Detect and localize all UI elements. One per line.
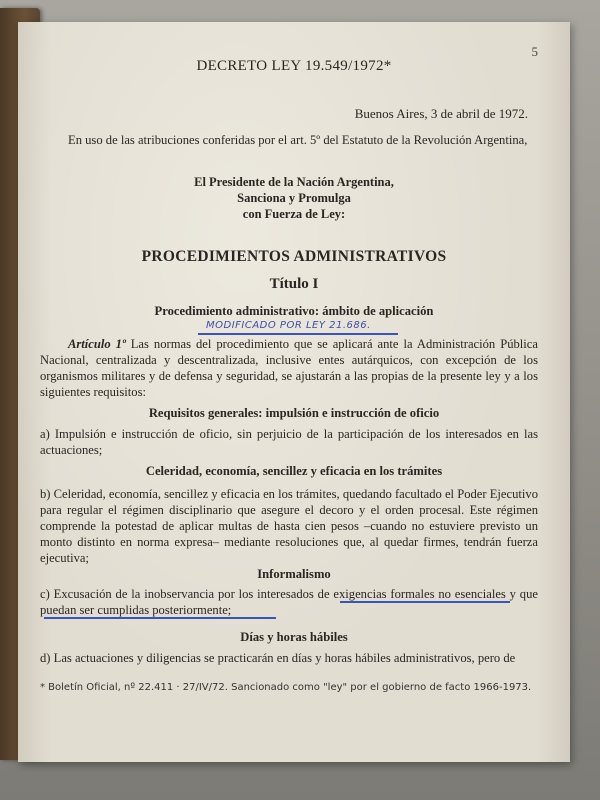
authority-block <box>18 174 570 222</box>
pen-underline-2 <box>44 617 276 619</box>
requirements-heading: Requisitos generales: impulsión e instrucción de oficio <box>148 406 440 420</box>
main-heading: PROCEDIMIENTOS ADMINISTRATIVOS <box>141 248 447 265</box>
decree-title: DECRETO LEY 19.549/1972* <box>196 58 392 74</box>
section-heading: Procedimiento administrativo: ámbito de aplicación <box>154 304 434 318</box>
article-1-paragraph <box>40 336 538 400</box>
handwritten-annotation: MODIFICADO POR LEY 21.686. <box>206 320 371 331</box>
article-text: Las normas del procedimiento que se aplicará ante la Administración Pública Nacional, centralizada y descentralizada, inclusive entes autárquicos, con excepción de los organismos militares y de defensa y seguridad, se ajustarán a las propias de la presente ley y a los siguientes requisitos: <box>40 337 538 399</box>
footnote: * Boletín Oficial, nº 22.411 · 27/IV/72. Sancionado como "ley" por el gobierno de facto 1966-1973. <box>40 682 532 693</box>
celeridad-heading: Celeridad, economía, sencillez y eficacia en los trámites <box>145 464 443 478</box>
item-b-paragraph: b) Celeridad, economía, sencillez y eficacia en los trámites, quedando facultado el Poder Ejecutivo para regular el régimen disciplinario que asegure el decoro y el orden procesal. Este régimen comprende la potestad de aplicar multas de hasta cien pesos –cuando no estuviere previsto un monto distinto en norma expresa– mediante resoluciones que, al quedar firmes, tendrán fuerza ejecutiva; <box>40 487 538 565</box>
item-d-paragraph: d) Las actuaciones y diligencias se practicarán en días y horas hábiles administrativos, pero de <box>40 651 516 665</box>
item-a-paragraph: a) Impulsión e instrucción de oficio, sin perjuicio de la participación de los interesados en las actuaciones; <box>40 427 538 457</box>
dias-heading: Días y horas hábiles <box>240 630 348 644</box>
authority-line-1: El Presidente de la Nación Argentina, <box>194 175 394 189</box>
pen-underline-annotation <box>198 333 398 335</box>
date-line: Buenos Aires, 3 de abril de 1972. <box>354 106 528 121</box>
preamble-paragraph: En uso de las atribuciones conferidas por el art. 5º del Estatuto de la Revolución Argentina, <box>68 133 528 147</box>
authority-line-2: Sanciona y Promulga <box>237 191 351 205</box>
document-page <box>18 22 570 762</box>
article-lead: Artículo 1º <box>68 337 126 351</box>
item-c-paragraph: c) Excusación de la inobservancia por los interesados de exigencias formales no esenciales y que puedan ser cumplidas posteriormente; <box>40 587 538 617</box>
page-number: 5 <box>531 44 538 59</box>
authority-line-3: con Fuerza de Ley: <box>242 207 346 221</box>
titulo-heading: Título I <box>269 276 319 292</box>
informalismo-heading: Informalismo <box>257 567 331 581</box>
pen-underline-1 <box>340 601 510 603</box>
